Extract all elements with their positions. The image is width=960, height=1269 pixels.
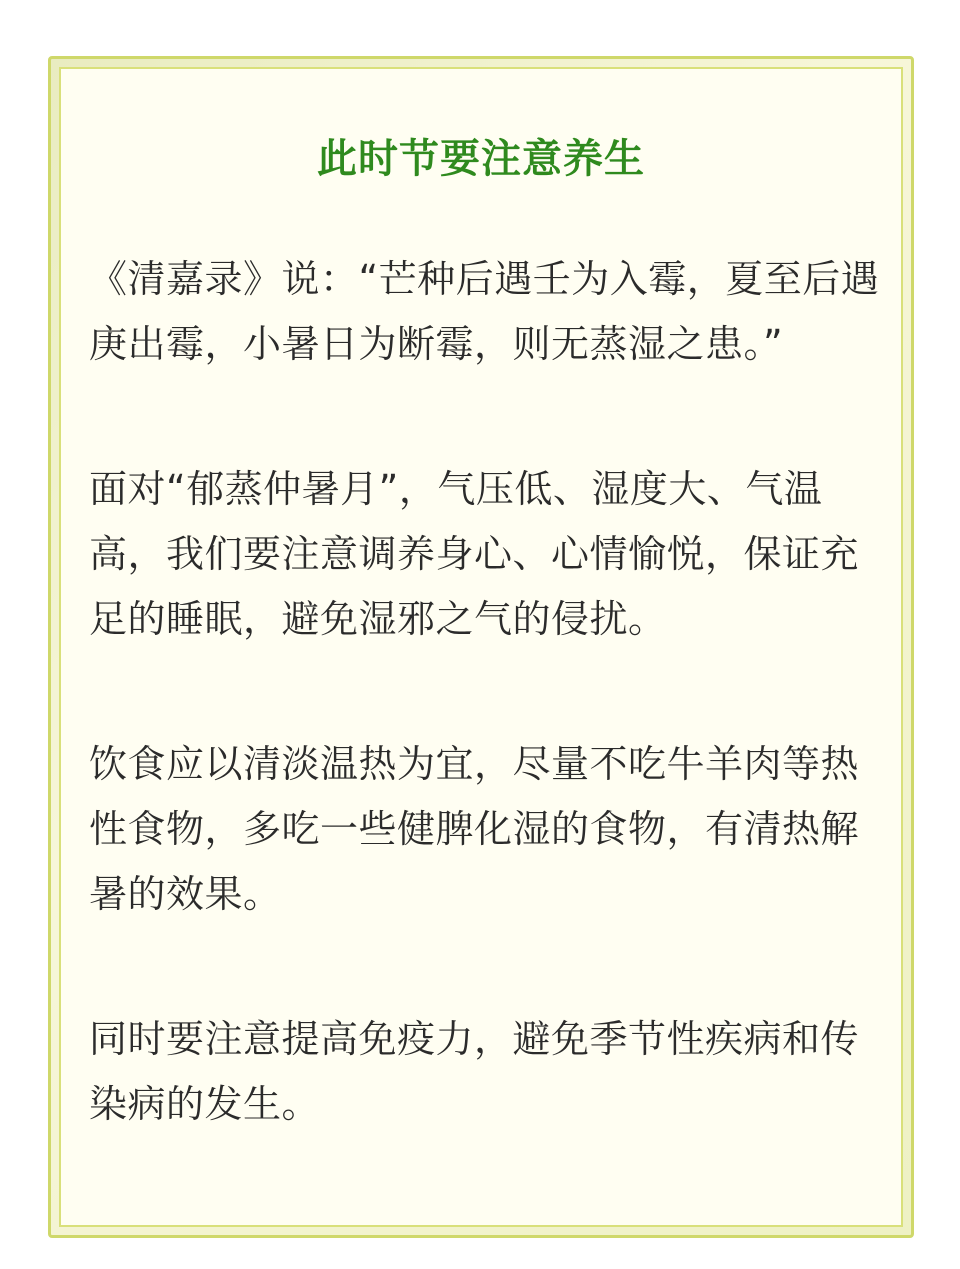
card-frame	[48, 56, 914, 1238]
paragraph-3: 饮食应以清淡温热为宜，尽量不吃牛羊肉等热性食物，多吃一些健脾化湿的食物，有清热解暑的效果。	[89, 742, 860, 916]
article-content	[89, 247, 881, 1217]
card-body	[59, 67, 903, 1227]
paragraph-4: 同时要注意提高免疫力，避免季节性疾病和传染病的发生。	[89, 1017, 860, 1126]
paragraph-2: 面对“郁蒸仲暑月”，气压低、湿度大、气温高，我们要注意调养身心、心情愉悦，保证充足的睡眠，避免湿邪之气的侵扰。	[89, 467, 860, 641]
paragraph-1: 《清嘉录》说：“芒种后遇壬为入霉，夏至后遇庚出霉，小暑日为断霉，则无蒸湿之患。”	[89, 257, 880, 366]
page-title: 此时节要注意养生	[317, 136, 645, 182]
